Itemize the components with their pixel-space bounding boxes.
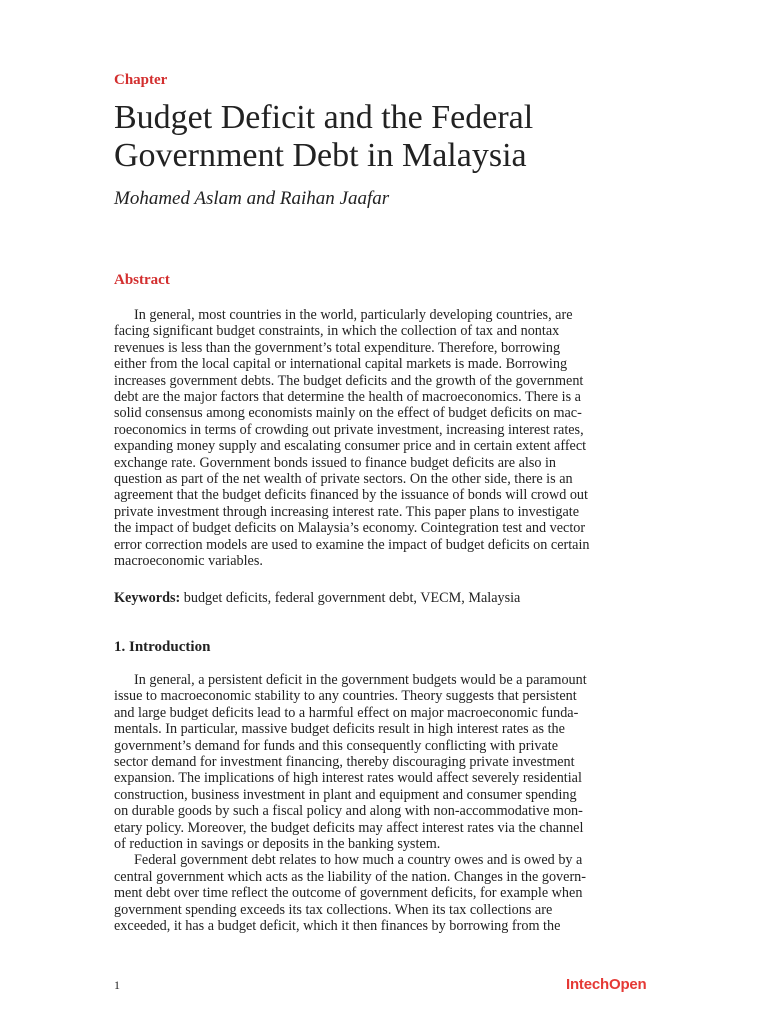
abstract-line: facing significant budget constraints, in which the collection of tax and nontax <box>114 323 560 340</box>
abstract-line: private investment through increasing interest rate. This paper plans to investigate <box>114 503 580 520</box>
abstract-line: expanding money supply and escalating consumer price and in certain extent affect <box>114 438 587 455</box>
abstract-line: In general, most countries in the world, particularly developing countries, are <box>134 307 573 323</box>
intro-line: expansion. The implications of high interest rates would affect severely residential <box>114 770 582 787</box>
abstract-line: either from the local capital or international capital markets is made. Borrowing <box>114 356 568 373</box>
keywords-text: budget deficits, federal government debt, VECM, Malaysia <box>180 590 521 606</box>
abstract-body <box>114 307 659 570</box>
abstract-line: increases government debts. The budget deficits and the growth of the government <box>114 372 584 389</box>
intro-line: mentals. In particular, massive budget deficits result in high interest rates as the <box>114 721 565 738</box>
title-line: Government Debt in Malaysia <box>114 137 527 174</box>
section-heading-introduction: 1. Introduction <box>114 639 211 655</box>
intro-line: exceeded, it has a budget deficit, which it then finances by borrowing from the <box>114 918 561 935</box>
authors: Mohamed Aslam and Raihan Jaafar <box>114 188 390 209</box>
abstract-line: the impact of budget deficits on Malaysia’s economy. Cointegration test and vector <box>114 520 586 537</box>
abstract-line: question as part of the net wealth of private sectors. On the other side, there is an <box>114 471 573 488</box>
abstract-line: exchange rate. Government bonds issued to finance budget deficits are also in <box>114 454 557 471</box>
title-line: Budget Deficit and the Federal <box>114 99 534 136</box>
intro-line: issue to macroeconomic stability to any countries. Theory suggests that persistent <box>114 688 577 705</box>
abstract-line: debt are the major factors that determine the health of macroeconomics. There is a <box>114 389 581 406</box>
abstract-line: macroeconomic variables. <box>114 553 263 570</box>
chapter-title <box>114 99 674 175</box>
intro-line: etary policy. Moreover, the budget deficits may affect interest rates via the channel <box>114 819 584 836</box>
intro-line: government spending exceeds its tax collections. When its tax collections are <box>114 901 553 918</box>
intro-line: ment debt over time reflect the outcome of government deficits, for example when <box>114 885 583 902</box>
abstract-line: error correction models are used to examine the impact of budget deficits on certain <box>114 536 590 553</box>
introduction-body <box>114 672 659 935</box>
keywords-label: Keywords: <box>114 590 181 606</box>
intro-line: central government which acts as the liability of the nation. Changes in the govern- <box>114 868 586 885</box>
intro-line: on durable goods by such a fiscal policy and along with non-accommodative mon- <box>114 803 583 820</box>
abstract-heading: Abstract <box>114 272 170 288</box>
abstract-line: revenues is less than the government’s total expenditure. Therefore, borrowing <box>114 339 561 356</box>
abstract-line: roeconomics in terms of crowding out private investment, increasing interest rates, <box>114 421 584 438</box>
intro-line: Federal government debt relates to how much a country owes and is owed by a <box>134 852 583 869</box>
intro-line: construction, business investment in plant and equipment and consumer spending <box>114 786 577 803</box>
intro-line: of reduction in savings or deposits in the banking system. <box>114 836 441 853</box>
intro-line: In general, a persistent deficit in the government budgets would be a paramount <box>134 672 587 688</box>
page-number: 1 <box>114 978 120 992</box>
abstract-line: agreement that the budget deficits financed by the issuance of bonds will crowd out <box>114 487 588 504</box>
chapter-label: Chapter <box>114 72 168 88</box>
publisher-logo: IntechOpen <box>566 976 647 993</box>
abstract-line: solid consensus among economists mainly on the effect of budget deficits on mac- <box>114 405 582 422</box>
intro-line: and large budget deficits lead to a harmful effect on major macroeconomic funda- <box>114 704 579 721</box>
intro-line: sector demand for investment financing, thereby discouraging private investment <box>114 754 575 771</box>
intro-line: government’s demand for funds and this consequently conflicting with private <box>114 737 559 754</box>
keywords <box>114 590 520 607</box>
